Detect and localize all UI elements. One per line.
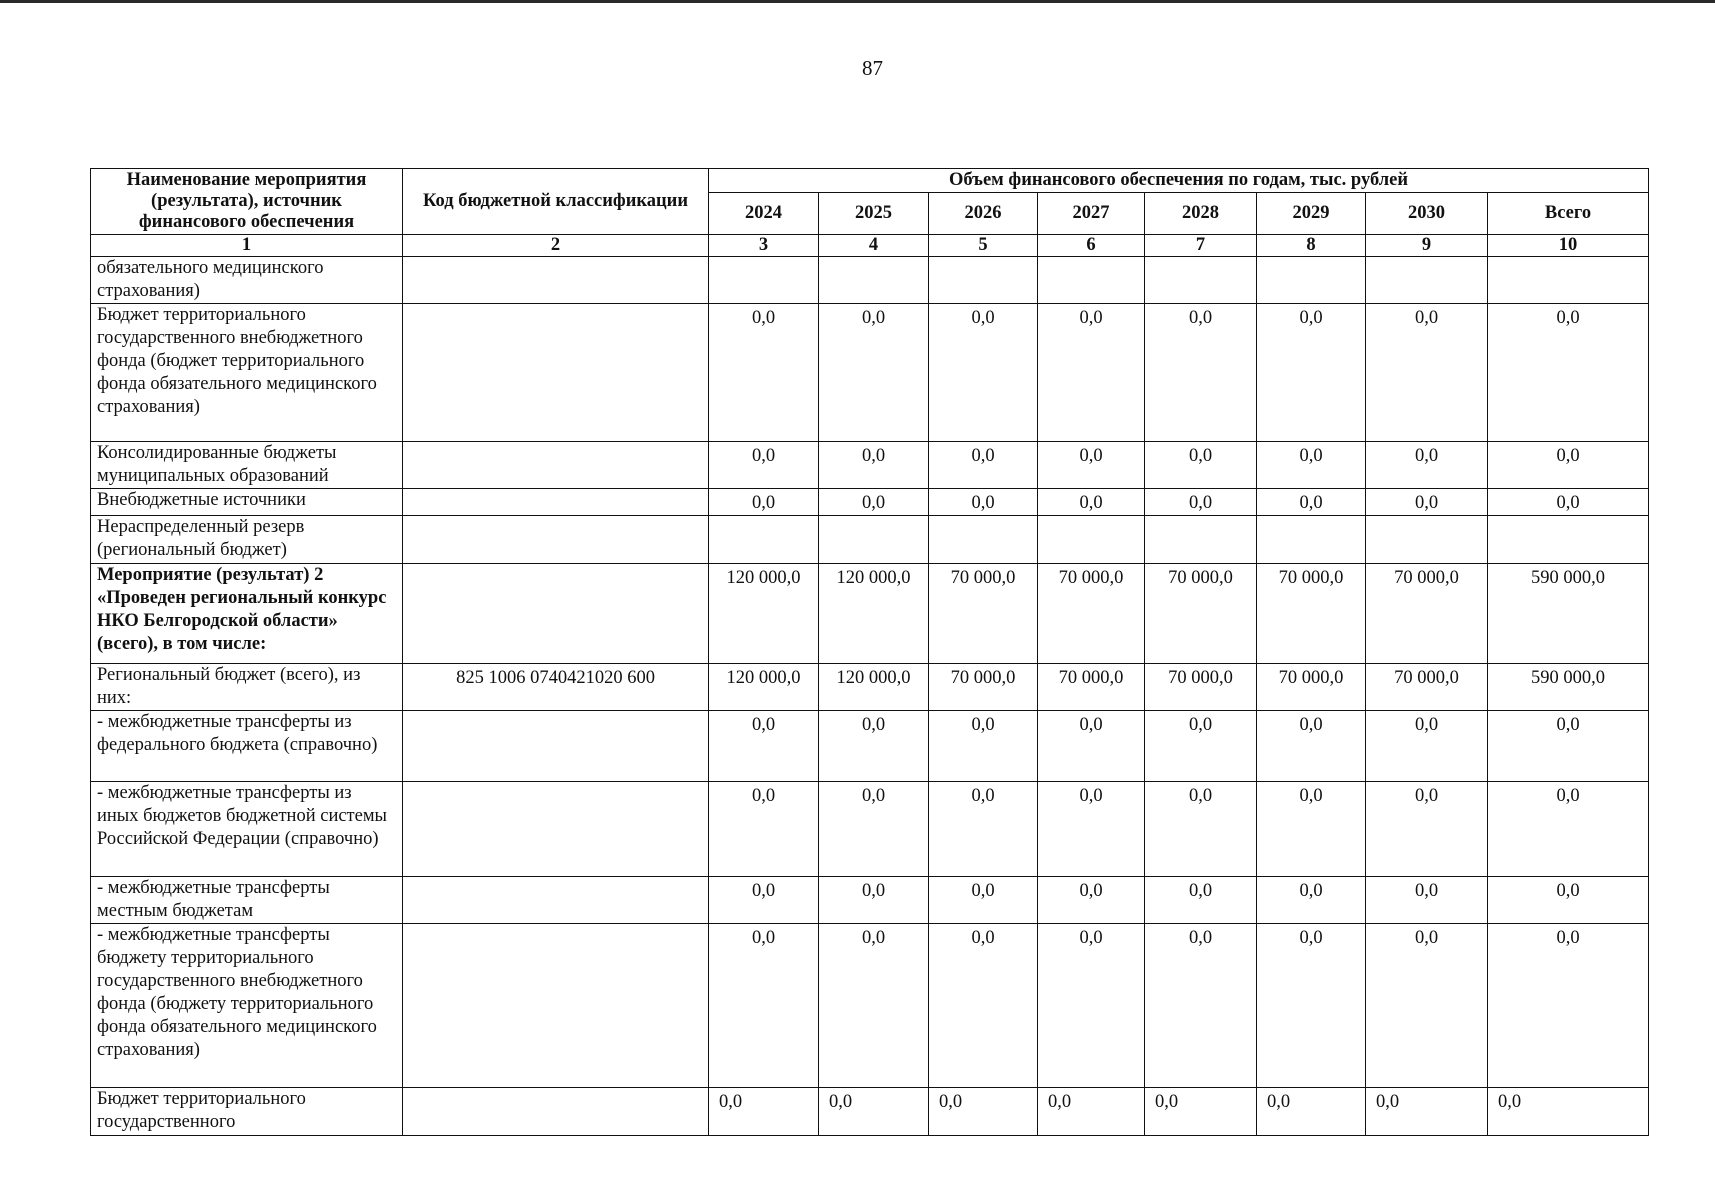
header-year: 2025	[819, 193, 929, 235]
row-name: - межбюджетные трансферты из иных бюджетов бюджетной системы Российской Федерации (справочно)	[91, 782, 403, 877]
row-year-value	[1145, 516, 1257, 564]
row-budget-code	[403, 442, 709, 489]
row-budget-code	[403, 304, 709, 442]
row-name: Консолидированные бюджеты муниципальных образований	[91, 442, 403, 489]
row-year-value: 0,0	[1257, 1088, 1366, 1136]
row-year-value: 0,0	[1257, 877, 1366, 924]
row-name: Внебюджетные источники	[91, 489, 403, 516]
row-budget-code	[403, 711, 709, 782]
row-year-value: 120 000,0	[819, 564, 929, 664]
row-year-value: 0,0	[709, 304, 819, 442]
row-year-value: 70 000,0	[929, 664, 1038, 711]
row-year-value: 0,0	[1038, 924, 1145, 1088]
column-number: 3	[709, 235, 819, 257]
row-total-value: 0,0	[1488, 711, 1649, 782]
row-year-value: 0,0	[1257, 304, 1366, 442]
table-row	[91, 304, 1649, 442]
financing-table	[90, 168, 1649, 1136]
table-row	[91, 877, 1649, 924]
row-name: Нераспределенный резерв (региональный бюджет)	[91, 516, 403, 564]
row-year-value: 0,0	[819, 877, 929, 924]
column-number: 8	[1257, 235, 1366, 257]
row-year-value: 0,0	[929, 711, 1038, 782]
row-year-value	[1257, 516, 1366, 564]
row-year-value: 0,0	[1366, 711, 1488, 782]
table-row	[91, 442, 1649, 489]
row-year-value: 0,0	[1145, 924, 1257, 1088]
row-name: - межбюджетные трансферты бюджету территориального государственного внебюджетного фонда (бюджету территориального фонда обязательного медицинского страхования)	[91, 924, 403, 1088]
row-total-value	[1488, 516, 1649, 564]
row-year-value: 0,0	[819, 442, 929, 489]
row-year-value: 0,0	[1038, 442, 1145, 489]
row-year-value	[1366, 257, 1488, 304]
row-year-value: 0,0	[1257, 782, 1366, 877]
row-year-value: 70 000,0	[1145, 664, 1257, 711]
row-total-value: 0,0	[1488, 877, 1649, 924]
page-number: 87	[862, 56, 883, 80]
header-code: Код бюджетной классификации	[403, 169, 709, 235]
row-year-value: 0,0	[1145, 711, 1257, 782]
row-year-value	[1257, 257, 1366, 304]
row-year-value	[819, 516, 929, 564]
row-year-value: 0,0	[1038, 304, 1145, 442]
row-year-value	[1145, 257, 1257, 304]
row-budget-code	[403, 516, 709, 564]
header-year: 2027	[1038, 193, 1145, 235]
table-header	[91, 169, 1649, 235]
row-year-value	[819, 257, 929, 304]
row-year-value: 0,0	[1257, 924, 1366, 1088]
row-total-value: 0,0	[1488, 782, 1649, 877]
row-year-value: 70 000,0	[1038, 564, 1145, 664]
row-year-value: 120 000,0	[709, 664, 819, 711]
row-year-value: 0,0	[819, 782, 929, 877]
header-year: 2026	[929, 193, 1038, 235]
row-year-value	[709, 516, 819, 564]
row-year-value: 0,0	[819, 1088, 929, 1136]
row-name: Мероприятие (результат) 2 «Проведен региональный конкурс НКО Белгородской области» (всего), в том числе:	[91, 564, 403, 664]
row-year-value: 0,0	[929, 304, 1038, 442]
row-budget-code: 825 1006 0740421020 600	[403, 664, 709, 711]
row-year-value: 0,0	[819, 711, 929, 782]
row-year-value: 0,0	[929, 1088, 1038, 1136]
row-total-value: 0,0	[1488, 924, 1649, 1088]
row-year-value: 0,0	[929, 924, 1038, 1088]
row-year-value: 70 000,0	[929, 564, 1038, 664]
table-row	[91, 516, 1649, 564]
row-budget-code	[403, 257, 709, 304]
header-total: Всего	[1488, 193, 1649, 235]
row-year-value: 0,0	[1038, 782, 1145, 877]
table-row	[91, 257, 1649, 304]
row-year-value	[709, 257, 819, 304]
row-year-value: 0,0	[709, 782, 819, 877]
row-year-value	[929, 516, 1038, 564]
row-year-value	[1038, 257, 1145, 304]
row-year-value: 0,0	[1145, 1088, 1257, 1136]
row-budget-code	[403, 564, 709, 664]
row-name: Бюджет территориального государственного внебюджетного фонда (бюджет территориального фонда обязательного медицинского страхования)	[91, 304, 403, 442]
row-year-value: 0,0	[929, 489, 1038, 516]
table-row	[91, 664, 1649, 711]
row-year-value: 70 000,0	[1257, 664, 1366, 711]
table-row	[91, 1088, 1649, 1136]
row-year-value: 0,0	[1366, 1088, 1488, 1136]
row-year-value: 0,0	[1366, 924, 1488, 1088]
row-budget-code	[403, 1088, 709, 1136]
row-budget-code	[403, 489, 709, 516]
row-budget-code	[403, 782, 709, 877]
row-year-value: 0,0	[1366, 782, 1488, 877]
row-year-value: 0,0	[1366, 489, 1488, 516]
row-year-value: 70 000,0	[1038, 664, 1145, 711]
row-total-value: 590 000,0	[1488, 564, 1649, 664]
row-year-value: 70 000,0	[1366, 564, 1488, 664]
column-number: 9	[1366, 235, 1488, 257]
row-year-value: 0,0	[819, 924, 929, 1088]
row-year-value: 0,0	[1257, 711, 1366, 782]
row-year-value: 0,0	[709, 924, 819, 1088]
row-year-value: 0,0	[709, 442, 819, 489]
row-year-value: 0,0	[819, 489, 929, 516]
row-year-value: 0,0	[929, 442, 1038, 489]
row-year-value: 120 000,0	[709, 564, 819, 664]
header-year: 2029	[1257, 193, 1366, 235]
row-year-value: 70 000,0	[1366, 664, 1488, 711]
row-name: Региональный бюджет (всего), из них:	[91, 664, 403, 711]
table-row	[91, 782, 1649, 877]
row-year-value: 0,0	[1257, 489, 1366, 516]
row-year-value: 0,0	[819, 304, 929, 442]
row-year-value: 0,0	[709, 711, 819, 782]
row-year-value	[1366, 516, 1488, 564]
table-row	[91, 489, 1649, 516]
column-number: 6	[1038, 235, 1145, 257]
row-year-value: 0,0	[1366, 442, 1488, 489]
row-total-value: 0,0	[1488, 442, 1649, 489]
table-row	[91, 924, 1649, 1088]
row-year-value: 120 000,0	[819, 664, 929, 711]
row-total-value	[1488, 257, 1649, 304]
header-year: 2024	[709, 193, 819, 235]
column-number: 4	[819, 235, 929, 257]
row-year-value: 0,0	[1145, 782, 1257, 877]
column-number: 1	[91, 235, 403, 257]
row-year-value: 0,0	[709, 489, 819, 516]
header-year: 2030	[1366, 193, 1488, 235]
top-border-line	[0, 0, 1715, 3]
table-row	[91, 711, 1649, 782]
column-number: 5	[929, 235, 1038, 257]
row-year-value: 0,0	[929, 782, 1038, 877]
row-total-value: 0,0	[1488, 304, 1649, 442]
row-year-value: 0,0	[929, 877, 1038, 924]
row-budget-code	[403, 877, 709, 924]
row-year-value	[1038, 516, 1145, 564]
column-number: 10	[1488, 235, 1649, 257]
header-year: 2028	[1145, 193, 1257, 235]
row-name: обязательного медицинского страхования)	[91, 257, 403, 304]
row-year-value: 0,0	[709, 877, 819, 924]
row-year-value: 0,0	[1038, 877, 1145, 924]
row-year-value: 0,0	[1145, 877, 1257, 924]
row-year-value: 0,0	[1038, 1088, 1145, 1136]
header-name: Наименование мероприятия (результата), источник финансового обеспечения	[91, 169, 403, 235]
row-year-value: 0,0	[1145, 489, 1257, 516]
header-volume: Объем финансового обеспечения по годам, тыс. рублей	[709, 169, 1649, 193]
row-year-value: 70 000,0	[1145, 564, 1257, 664]
column-number: 7	[1145, 235, 1257, 257]
row-name: - межбюджетные трансферты местным бюджетам	[91, 877, 403, 924]
column-number-row	[91, 235, 1649, 257]
table-body	[91, 235, 1649, 1136]
row-year-value: 0,0	[1257, 442, 1366, 489]
row-name: Бюджет территориального государственного	[91, 1088, 403, 1136]
row-year-value: 0,0	[709, 1088, 819, 1136]
row-year-value: 0,0	[1145, 304, 1257, 442]
column-number: 2	[403, 235, 709, 257]
row-total-value: 0,0	[1488, 1088, 1649, 1136]
row-name: - межбюджетные трансферты из федерального бюджета (справочно)	[91, 711, 403, 782]
table-row	[91, 564, 1649, 664]
row-year-value: 0,0	[1038, 711, 1145, 782]
row-year-value: 0,0	[1038, 489, 1145, 516]
row-total-value: 590 000,0	[1488, 664, 1649, 711]
row-total-value: 0,0	[1488, 489, 1649, 516]
row-year-value	[929, 257, 1038, 304]
row-budget-code	[403, 924, 709, 1088]
row-year-value: 0,0	[1366, 877, 1488, 924]
row-year-value: 70 000,0	[1257, 564, 1366, 664]
row-year-value: 0,0	[1145, 442, 1257, 489]
row-year-value: 0,0	[1366, 304, 1488, 442]
